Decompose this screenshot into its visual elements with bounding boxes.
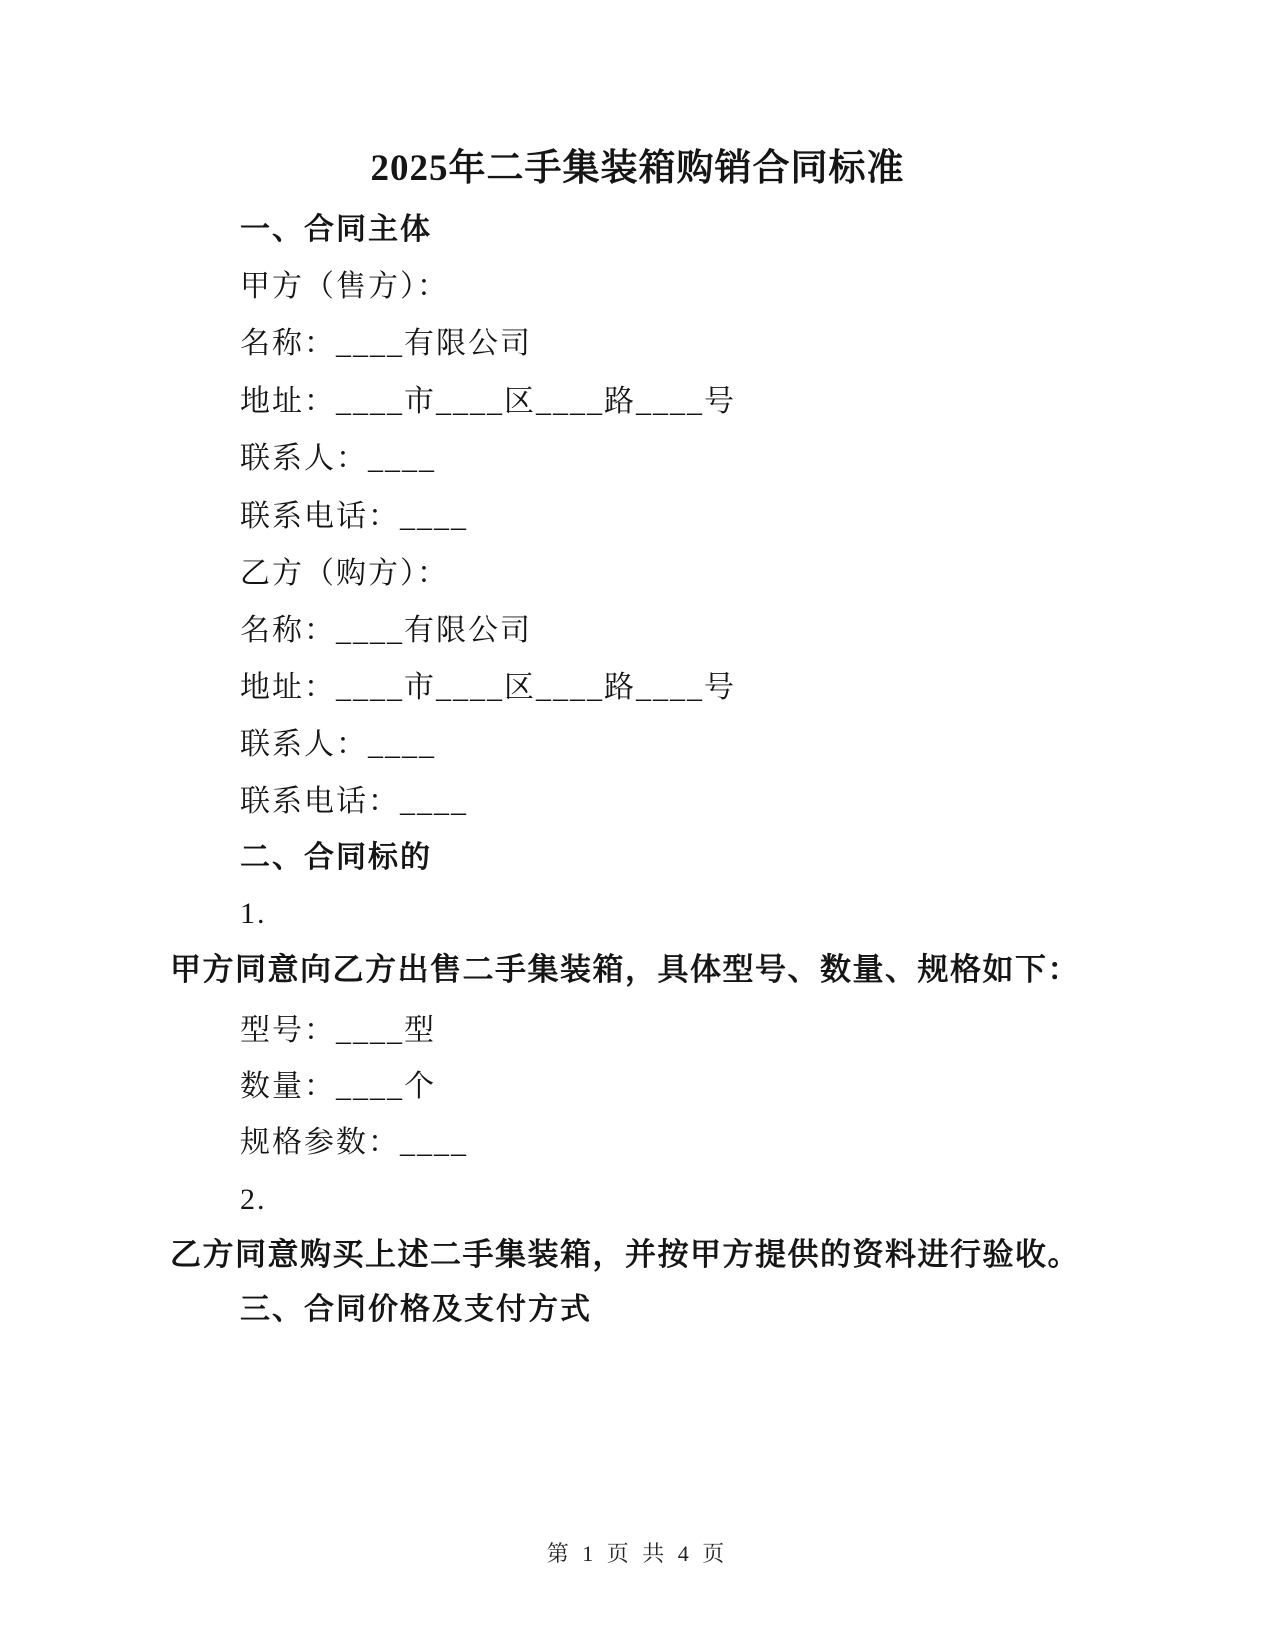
party-b-contact-field: 联系人：____ <box>240 728 436 761</box>
party-b-name-field: 名称：____有限公司 <box>240 614 532 647</box>
page-number-footer: 第 1 页 共 4 页 <box>546 1541 729 1566</box>
container-quantity-field: 数量：____个 <box>240 1070 436 1103</box>
container-model-field: 型号：____型 <box>240 1014 436 1047</box>
subject-clause-1: 甲方同意向乙方出售二手集装箱，具体型号、数量、规格如下： <box>170 952 1080 987</box>
subject-clause-2: 乙方同意购买上述二手集装箱，并按甲方提供的资料进行验收。 <box>170 1237 1080 1272</box>
section-2-heading: 二、合同标的 <box>240 841 432 874</box>
party-a-name-field: 名称：____有限公司 <box>240 327 532 360</box>
subject-item-2-number: 2. <box>240 1183 267 1216</box>
party-b-phone-field: 联系电话：____ <box>240 785 468 818</box>
section-1-heading: 一、合同主体 <box>240 213 432 246</box>
party-a-address-field: 地址：____市____区____路____号 <box>240 385 736 418</box>
party-b-address-field: 地址：____市____区____路____号 <box>240 671 736 704</box>
party-a-contact-field: 联系人：____ <box>240 442 436 475</box>
section-3-heading: 三、合同价格及支付方式 <box>240 1293 592 1326</box>
document-title: 2025年二手集装箱购销合同标准 <box>370 148 905 189</box>
container-spec-field: 规格参数：____ <box>240 1126 468 1159</box>
party-a-phone-field: 联系电话：____ <box>240 500 468 533</box>
party-b-label: 乙方（购方）： <box>240 557 449 590</box>
party-a-label: 甲方（售方）： <box>240 270 449 303</box>
subject-item-1-number: 1. <box>240 897 267 930</box>
